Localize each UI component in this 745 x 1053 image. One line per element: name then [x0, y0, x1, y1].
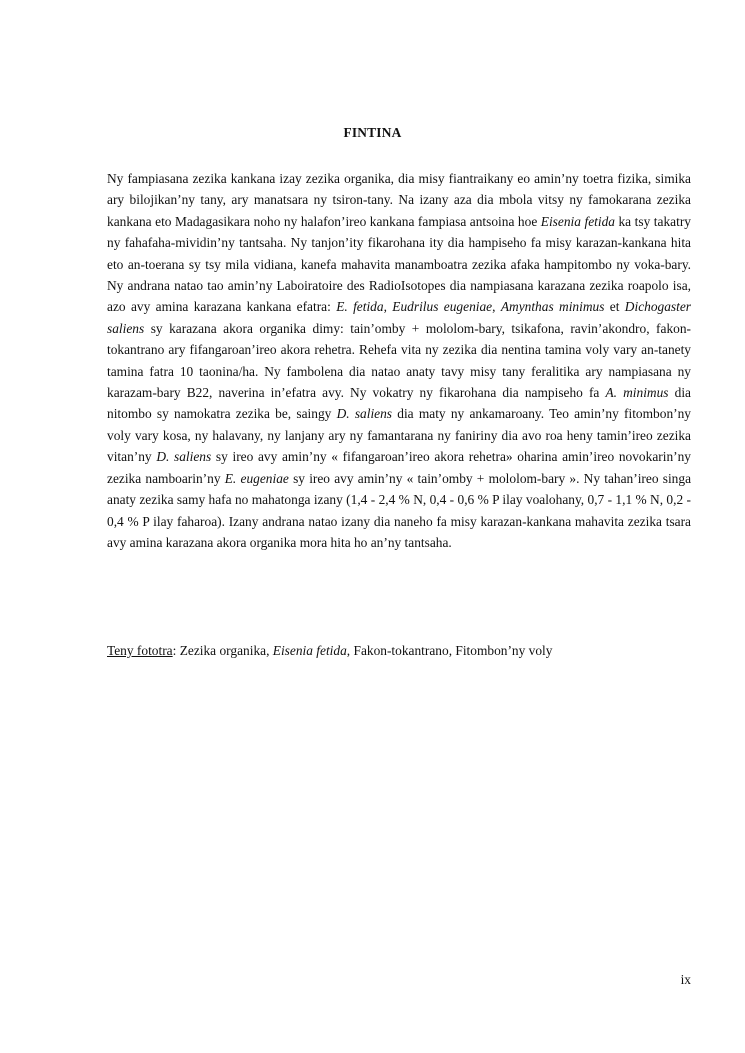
abstract-italic-term: Eudrilus eugeniae — [392, 299, 493, 315]
keywords-values — [180, 643, 553, 658]
keyword-text: , Fakon-tokantrano, Fitombon’ny voly — [346, 643, 553, 658]
abstract-text: sy ireo avy amin’ny « tain’omby + mololom-bary ». Ny tahan’ireo singa anaty zezika samy hafa no mahatonga izany (1,4 - 2,4 % N, 0,4 - 0,6 % P ilay voalohany, 0,7 - 1,1 % N, 0,2 - 0,4 % P ilay faharoa). Izany andrana natao izany dia naneho fa misy karazan-kankana mahavita zezika tsara avy amina karazana akora organika mora hita ho an’ny tantsaha. — [107, 470, 692, 550]
abstract-italic-term: Amynthas minimus — [500, 299, 605, 315]
abstract-text: Ny fampiasana zezika kankana izay zezika organika, dia misy fiantraikany eo amin’ny toetra fizika, simika ary bilojikan’ny tany, ary manatsara ny tsiron-tany. Na izany aza dia mbola vitsy ny famokarana zezika kankana eto Madagasikara noho ny halafon’ireo kankana fampiasa antsoina hoe — [107, 171, 691, 229]
abstract-italic-term: E. fetida — [336, 299, 384, 315]
page-number: ix — [680, 972, 691, 987]
keyword-text: Zezika organika, — [179, 643, 273, 658]
abstract-text: , — [383, 299, 393, 315]
abstract-text: sy karazana akora organika dimy: tain’omby + mololom-bary, tsikafona, ravin’akondro, fakon-tokantrano ary fifangaroan’ireo akora rehetra. Rehefa vita ny zezika dia nentina tamina voly vary an-tanety tamina fatra 10 taonina/ha. Ny fambolena dia natao anaty tavy misy tany feralitika ary nampiasana ny karazam-bary B22, naverina in’efatra avy. Ny vokatry ny fikarohana dia nampiseho fa — [107, 320, 691, 401]
abstract-text: dia nitombo sy namokatra zezika be, saingy — [107, 385, 691, 422]
keywords-line — [107, 640, 691, 661]
keyword-italic-term: Eisenia fetida — [272, 643, 347, 658]
abstract-italic-term: D. saliens — [156, 449, 212, 465]
abstract-paragraph — [107, 168, 691, 553]
keywords-label: Teny fototra — [107, 643, 173, 658]
abstract-italic-term: D. saliens — [336, 406, 393, 422]
abstract-text: et — [604, 299, 625, 315]
abstract-italic-term: E. eugeniae — [224, 470, 289, 486]
abstract-text: , — [492, 299, 501, 315]
abstract-italic-term: Dichogaster saliens — [107, 299, 691, 336]
keywords-separator: : — [172, 643, 180, 658]
abstract-text: sy ireo avy amin’ny « fifangaroan’ireo akora rehetra» oharina amin’ireo novokarin’ny zezika namboarin’ny — [107, 449, 691, 486]
abstract-italic-term: Eisenia fetida — [540, 213, 615, 229]
abstract-text: ka tsy takatry ny fahafaha-mividin’ny tantsaha. Ny tanjon’ity fikarohana ity dia hampiseho fa misy karazan-kankana hita eto an-toerana sy tsy mila vidiana, kanefa mahavita manamboatra zezika afaka hampitombo ny voka-bary. Ny andrana natao tao amin’ny Laboiratoire des RadioIsotopes dia nampiasana karazana zezika roapolo isa, azo avy amina karazana kankana efatra: — [107, 213, 691, 315]
abstract-text: dia maty ny ankamaroany. Teo amin’ny fitombon’ny voly vary kosa, ny halavany, ny lanjany ary ny famantarana ny faniriny dia avo roa heny tamin’ireo zezika vitan’ny — [107, 406, 691, 465]
page-title: FINTINA — [343, 125, 402, 140]
abstract-italic-term: A. minimus — [605, 385, 669, 401]
